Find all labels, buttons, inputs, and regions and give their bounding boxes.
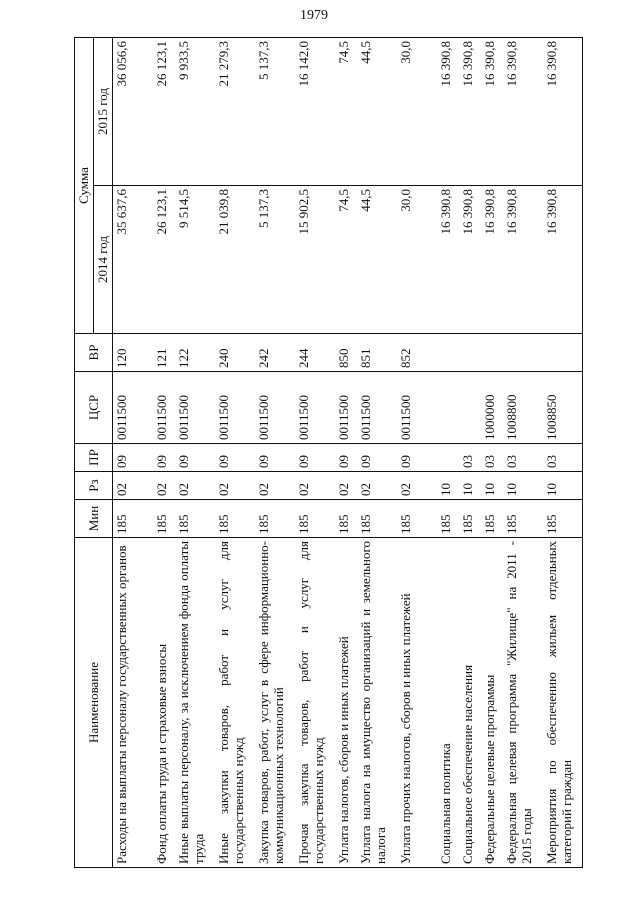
- row-sum-2015: 36 056,6: [113, 38, 153, 186]
- row-csr: 0011500: [175, 372, 215, 444]
- row-name: Прочая закупка товаров, работ и услуг для государственных нужд: [295, 538, 335, 868]
- table-row: [397, 38, 437, 868]
- row-sum-2015: 30,0: [397, 38, 437, 186]
- row-sum-2015: 16 390,8: [459, 38, 481, 186]
- header-vr: ВР: [75, 334, 113, 372]
- row-csr: 0011500: [113, 372, 153, 444]
- row-sum-2014: 16 390,8: [459, 186, 481, 334]
- row-vr: [543, 334, 583, 372]
- header-row-1: [75, 38, 94, 868]
- row-sum-2015: 16 142,0: [295, 38, 335, 186]
- row-csr: [459, 372, 481, 444]
- row-rz: 10: [437, 472, 459, 500]
- row-csr: 0011500: [295, 372, 335, 444]
- row-vr: 851: [357, 334, 397, 372]
- row-vr: 852: [397, 334, 437, 372]
- row-csr: 0011500: [335, 372, 357, 444]
- row-vr: [481, 334, 503, 372]
- row-rz: 10: [481, 472, 503, 500]
- header-csr: ЦСР: [75, 372, 113, 444]
- header-pr: ПР: [75, 444, 113, 472]
- row-name: Закупка товаров, работ, услуг в сфере информационно-коммуникационных технологий: [255, 538, 295, 868]
- header-sum: Сумма: [75, 38, 94, 334]
- row-sum-2014: 16 390,8: [437, 186, 459, 334]
- row-min: 185: [459, 500, 481, 538]
- table-row: [543, 38, 583, 868]
- table-body: [113, 38, 583, 868]
- row-sum-2015: 9 933,5: [175, 38, 215, 186]
- row-min: 185: [255, 500, 295, 538]
- row-name: Уплата налога на имущество организаций и земельного налога: [357, 538, 397, 868]
- table-row: [153, 38, 175, 868]
- row-min: 185: [113, 500, 153, 538]
- row-pr: 09: [175, 444, 215, 472]
- row-vr: [503, 334, 543, 372]
- row-sum-2014: 26 123,1: [153, 186, 175, 334]
- row-rz: 02: [335, 472, 357, 500]
- header-2014: 2014 год: [94, 186, 113, 334]
- row-vr: 122: [175, 334, 215, 372]
- row-vr: 850: [335, 334, 357, 372]
- row-name: Федеральная целевая программа "Жилище" на 2011 - 2015 годы: [503, 538, 543, 868]
- row-pr: 09: [397, 444, 437, 472]
- row-min: 185: [295, 500, 335, 538]
- row-csr: 1000000: [481, 372, 503, 444]
- row-pr: 09: [295, 444, 335, 472]
- row-min: 185: [503, 500, 543, 538]
- header-min: Мин: [75, 500, 113, 538]
- row-pr: 09: [153, 444, 175, 472]
- row-name: Социальное обеспечение населения: [459, 538, 481, 868]
- page-number: 1979: [300, 8, 328, 23]
- row-name: Мероприятия по обеспечению жильем отдельных категорий граждан: [543, 538, 583, 868]
- row-vr: [437, 334, 459, 372]
- row-pr: 03: [481, 444, 503, 472]
- row-name: Уплата налогов, сборов и иных платежей: [335, 538, 357, 868]
- row-sum-2014: 15 902,5: [295, 186, 335, 334]
- row-min: 185: [175, 500, 215, 538]
- row-sum-2015: 16 390,8: [503, 38, 543, 186]
- row-pr: 09: [215, 444, 255, 472]
- row-sum-2015: 16 390,8: [481, 38, 503, 186]
- row-name: Социальная политика: [437, 538, 459, 868]
- row-sum-2014: 5 137,3: [255, 186, 295, 334]
- row-min: 185: [543, 500, 583, 538]
- row-csr: 1008800: [503, 372, 543, 444]
- row-pr: 03: [503, 444, 543, 472]
- row-pr: 03: [543, 444, 583, 472]
- row-csr: 0011500: [215, 372, 255, 444]
- row-sum-2014: 21 039,8: [215, 186, 255, 334]
- table-row: [357, 38, 397, 868]
- row-name: Федеральные целевые программы: [481, 538, 503, 868]
- row-vr: 120: [113, 334, 153, 372]
- table-row: [459, 38, 481, 868]
- row-sum-2014: 44,5: [357, 186, 397, 334]
- row-min: 185: [357, 500, 397, 538]
- table-row: [437, 38, 459, 868]
- row-csr: 0011500: [255, 372, 295, 444]
- row-min: 185: [215, 500, 255, 538]
- row-rz: 02: [215, 472, 255, 500]
- row-vr: 121: [153, 334, 175, 372]
- row-min: 185: [481, 500, 503, 538]
- row-rz: 10: [459, 472, 481, 500]
- table-row: [503, 38, 543, 868]
- row-min: 185: [335, 500, 357, 538]
- row-sum-2015: 5 137,3: [255, 38, 295, 186]
- row-rz: 02: [255, 472, 295, 500]
- row-rz: 02: [175, 472, 215, 500]
- row-rz: 10: [543, 472, 583, 500]
- table-row: [335, 38, 357, 868]
- row-rz: 02: [357, 472, 397, 500]
- row-sum-2014: 35 637,6: [113, 186, 153, 334]
- rotated-table-container: [74, 38, 634, 868]
- table-row: [175, 38, 215, 868]
- header-rz: Рз: [75, 472, 113, 500]
- row-csr: 0011500: [397, 372, 437, 444]
- row-vr: [459, 334, 481, 372]
- row-sum-2014: 16 390,8: [543, 186, 583, 334]
- row-pr: 09: [255, 444, 295, 472]
- row-rz: 10: [503, 472, 543, 500]
- row-rz: 02: [295, 472, 335, 500]
- row-rz: 02: [397, 472, 437, 500]
- header-name: Наименование: [75, 538, 113, 868]
- row-csr: 0011500: [357, 372, 397, 444]
- row-name: Расходы на выплаты персоналу государственных органов: [113, 538, 153, 868]
- row-sum-2014: 9 514,5: [175, 186, 215, 334]
- row-sum-2014: 16 390,8: [503, 186, 543, 334]
- row-sum-2015: 21 279,3: [215, 38, 255, 186]
- row-sum-2014: 30,0: [397, 186, 437, 334]
- row-sum-2015: 16 390,8: [543, 38, 583, 186]
- row-vr: 244: [295, 334, 335, 372]
- row-name: Фонд оплаты труда и страховые взносы: [153, 538, 175, 868]
- table-row: [255, 38, 295, 868]
- row-pr: 09: [113, 444, 153, 472]
- row-sum-2015: 74,5: [335, 38, 357, 186]
- row-name: Иные закупки товаров, работ и услуг для государственных нужд: [215, 538, 255, 868]
- row-name: Уплата прочих налогов, сборов и иных платежей: [397, 538, 437, 868]
- row-min: 185: [397, 500, 437, 538]
- row-pr: 09: [335, 444, 357, 472]
- row-csr: 1008850: [543, 372, 583, 444]
- row-sum-2015: 26 123,1: [153, 38, 175, 186]
- row-min: 185: [153, 500, 175, 538]
- row-rz: 02: [153, 472, 175, 500]
- table-row: [113, 38, 153, 868]
- table-row: [295, 38, 335, 868]
- header-2015: 2015 год: [94, 38, 113, 186]
- row-pr: 09: [357, 444, 397, 472]
- row-vr: 242: [255, 334, 295, 372]
- row-csr: [437, 372, 459, 444]
- row-min: 185: [437, 500, 459, 538]
- budget-table: [74, 37, 583, 868]
- row-vr: 240: [215, 334, 255, 372]
- row-sum-2014: 74,5: [335, 186, 357, 334]
- row-pr: [437, 444, 459, 472]
- row-pr: 03: [459, 444, 481, 472]
- row-sum-2014: 16 390,8: [481, 186, 503, 334]
- row-rz: 02: [113, 472, 153, 500]
- table-row: [481, 38, 503, 868]
- table-row: [215, 38, 255, 868]
- row-sum-2015: 16 390,8: [437, 38, 459, 186]
- row-sum-2015: 44,5: [357, 38, 397, 186]
- row-csr: 0011500: [153, 372, 175, 444]
- row-name: Иные выплаты персоналу, за исключением фонда оплаты труда: [175, 538, 215, 868]
